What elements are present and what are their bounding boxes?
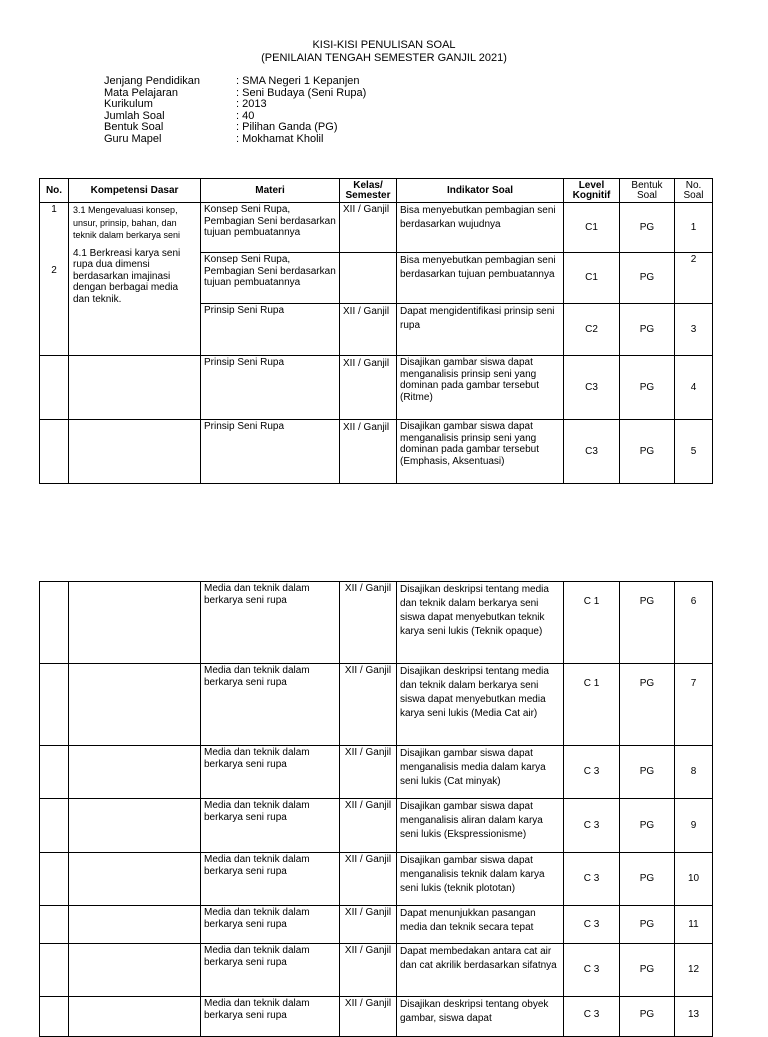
kelas-cell: XII / Ganjil xyxy=(340,664,397,746)
nosoal-cell: 4 xyxy=(675,356,713,420)
level-cell: C 3 xyxy=(564,997,620,1037)
meta-value: : Mokhamat Kholil xyxy=(236,132,324,145)
kompetensi-dasar-empty xyxy=(69,906,201,944)
table-row xyxy=(40,906,713,944)
row-number-empty xyxy=(40,799,69,853)
bentuk-cell: PG xyxy=(620,997,675,1037)
level-cell: C1 xyxy=(564,253,620,304)
kelas-cell: XII / Ganjil xyxy=(340,582,397,664)
row-number-empty xyxy=(40,944,69,997)
indikator-cell: Disajikan gambar siswa dapat menganalisis teknik dalam karya seni lukis (teknik plototan) xyxy=(397,853,564,906)
table-row xyxy=(40,664,713,746)
nosoal-cell: 12 xyxy=(675,944,713,997)
indikator-cell: Dapat membedakan antara cat air dan cat akrilik berdasarkan sifatnya xyxy=(397,944,564,997)
bentuk-cell: PG xyxy=(620,944,675,997)
document-title: KISI-KISI PENULISAN SOAL xyxy=(312,39,456,51)
level-cell: C2 xyxy=(564,304,620,356)
meta-label: Bentuk Soal xyxy=(104,121,164,134)
level-cell: C1 xyxy=(564,203,620,253)
table-row xyxy=(40,746,713,799)
meta-value: : 40 xyxy=(236,109,255,122)
bentuk-cell: PG xyxy=(620,203,675,253)
meta-label: Jumlah Soal xyxy=(104,109,165,122)
nosoal-cell: 6 xyxy=(675,582,713,664)
indikator-cell: Disajikan deskripsi tentang obyek gambar, siswa dapat xyxy=(397,997,564,1037)
nosoal-cell: 2 xyxy=(675,253,713,304)
kompetensi-dasar-empty xyxy=(69,746,201,799)
meta-label: Kurikulum xyxy=(104,98,153,111)
indikator-cell: Bisa menyebutkan pembagian seni berdasarkan wujudnya xyxy=(397,203,564,253)
kelas-cell: XII / Ganjil xyxy=(340,203,397,253)
meta-value: : Seni Budaya (Seni Rupa) xyxy=(236,86,367,99)
nosoal-cell: 3 xyxy=(675,304,713,356)
indikator-cell: Disajikan deskripsi tentang media dan teknik dalam berkarya seni siswa dapat menyebutkan media karya seni lukis (Media Cat air) xyxy=(397,664,564,746)
materi-cell: Konsep Seni Rupa, Pembagian Seni berdasarkan tujuan pembuatannya xyxy=(201,203,340,253)
row-number-empty xyxy=(40,906,69,944)
header-kelas-semester: Kelas/ Semester xyxy=(340,179,397,203)
kompetensi-dasar-empty xyxy=(69,664,201,746)
bentuk-cell: PG xyxy=(620,746,675,799)
row-number-empty xyxy=(40,997,69,1037)
kelas-cell: XII / Ganjil xyxy=(340,997,397,1037)
meta-label: Mata Pelajaran xyxy=(104,86,178,99)
table-header-row xyxy=(40,179,713,203)
kelas-cell: XII / Ganjil xyxy=(340,853,397,906)
row-number-empty xyxy=(40,304,69,356)
bentuk-cell: PG xyxy=(620,582,675,664)
table-row xyxy=(40,853,713,906)
kd-4-1: 4.1 Berkreasi karya seni rupa dua dimensi berdasarkan imajinasi dengan berbagai media dan teknik. xyxy=(73,247,181,305)
meta-value: : 2013 xyxy=(236,98,267,111)
level-cell: C3 xyxy=(564,420,620,484)
kompetensi-dasar-empty xyxy=(69,799,201,853)
kompetensi-dasar-empty xyxy=(69,420,201,484)
meta-value: : Pilihan Ganda (PG) xyxy=(236,121,338,134)
materi-cell: Media dan teknik dalam berkarya seni rupa xyxy=(201,799,340,853)
meta-row xyxy=(104,76,366,88)
kelas-cell: XII / Ganjil xyxy=(340,304,397,356)
materi-cell: Prinsip Seni Rupa xyxy=(201,420,340,484)
table-row xyxy=(40,356,713,420)
nosoal-cell: 7 xyxy=(675,664,713,746)
nosoal-cell: 13 xyxy=(675,997,713,1037)
meta-row xyxy=(104,134,366,146)
header-no-soal: No. Soal xyxy=(675,179,713,203)
row-number-empty xyxy=(40,356,69,420)
row-number: 1 xyxy=(40,203,69,253)
kompetensi-dasar-empty xyxy=(69,944,201,997)
row-number-empty xyxy=(40,746,69,799)
kompetensi-dasar-empty xyxy=(69,356,201,420)
bentuk-cell: PG xyxy=(620,664,675,746)
table-row xyxy=(40,203,713,253)
meta-label: Guru Mapel xyxy=(104,132,162,145)
header-indikator-soal: Indikator Soal xyxy=(397,179,564,203)
row-number: 2 xyxy=(40,253,69,304)
indikator-cell: Dapat menunjukkan pasangan media dan teknik secara tepat xyxy=(397,906,564,944)
bentuk-cell: PG xyxy=(620,420,675,484)
table-row xyxy=(40,582,713,664)
kompetensi-dasar-empty xyxy=(69,997,201,1037)
indikator-cell: Disajikan gambar siswa dapat menganalisis media dalam karya seni lukis (Cat minyak) xyxy=(397,746,564,799)
materi-cell: Media dan teknik dalam berkarya seni rupa xyxy=(201,582,340,664)
document-subtitle: (PENILAIAN TENGAH SEMESTER GANJIL 2021) xyxy=(261,52,507,64)
indikator-cell: Dapat mengidentifikasi prinsip seni rupa xyxy=(397,304,564,356)
kelas-cell: XII / Ganjil xyxy=(340,944,397,997)
materi-cell: Prinsip Seni Rupa xyxy=(201,356,340,420)
grid-table-2 xyxy=(39,581,713,1037)
header-level-kognitif: Level Kognitif xyxy=(564,179,620,203)
nosoal-cell: 5 xyxy=(675,420,713,484)
kelas-cell: XII / Ganjil xyxy=(340,420,397,484)
header-materi: Materi xyxy=(201,179,340,203)
nosoal-cell: 8 xyxy=(675,746,713,799)
row-number-empty xyxy=(40,664,69,746)
kelas-cell: XII / Ganjil xyxy=(340,799,397,853)
materi-cell: Media dan teknik dalam berkarya seni rupa xyxy=(201,853,340,906)
nosoal-cell: 11 xyxy=(675,906,713,944)
bentuk-cell: PG xyxy=(620,853,675,906)
materi-cell: Media dan teknik dalam berkarya seni rupa xyxy=(201,997,340,1037)
indikator-cell: Bisa menyebutkan pembagian seni berdasarkan tujuan pembuatannya xyxy=(397,253,564,304)
nosoal-cell: 10 xyxy=(675,853,713,906)
kelas-cell xyxy=(340,253,397,304)
bentuk-cell: PG xyxy=(620,356,675,420)
level-cell: C 3 xyxy=(564,853,620,906)
nosoal-cell: 1 xyxy=(675,203,713,253)
identity-block xyxy=(104,76,366,146)
header-bentuk-soal: Bentuk Soal xyxy=(620,179,675,203)
grid-table-1 xyxy=(39,178,713,484)
level-cell: C 3 xyxy=(564,799,620,853)
indikator-cell: Disajikan deskripsi tentang media dan teknik dalam berkarya seni siswa dapat menyebutkan teknik karya seni lukis (Teknik opaque) xyxy=(397,582,564,664)
bentuk-cell: PG xyxy=(620,253,675,304)
kelas-cell: XII / Ganjil xyxy=(340,746,397,799)
level-cell: C 1 xyxy=(564,664,620,746)
nosoal-cell: 9 xyxy=(675,799,713,853)
materi-cell: Prinsip Seni Rupa xyxy=(201,304,340,356)
materi-cell: Konsep Seni Rupa, Pembagian Seni berdasarkan tujuan pembuatannya xyxy=(201,253,340,304)
table-row xyxy=(40,799,713,853)
materi-cell: Media dan teknik dalam berkarya seni rupa xyxy=(201,664,340,746)
kd-3-1: 3.1 Mengevaluasi konsep, unsur, prinsip, bahan, dan teknik dalam berkarya seni xyxy=(73,205,181,240)
header-kompetensi-dasar: Kompetensi Dasar xyxy=(69,179,201,203)
table-row xyxy=(40,944,713,997)
materi-cell: Media dan teknik dalam berkarya seni rupa xyxy=(201,906,340,944)
indikator-cell: Disajikan gambar siswa dapat menganalisis aliran dalam karya seni lukis (Ekspressionisme) xyxy=(397,799,564,853)
level-cell: C 3 xyxy=(564,906,620,944)
level-cell: C3 xyxy=(564,356,620,420)
row-number-empty xyxy=(40,853,69,906)
row-number-empty xyxy=(40,582,69,664)
indikator-cell: Disajikan gambar siswa dapat menganalisis prinsip seni yang dominan pada gambar tersebut (Emphasis, Aksentuasi) xyxy=(397,420,564,484)
kompetensi-dasar-cell xyxy=(69,203,201,356)
kelas-cell: XII / Ganjil xyxy=(340,906,397,944)
table-row xyxy=(40,997,713,1037)
bentuk-cell: PG xyxy=(620,906,675,944)
kompetensi-dasar-empty xyxy=(69,582,201,664)
materi-cell: Media dan teknik dalam berkarya seni rupa xyxy=(201,944,340,997)
row-number-empty xyxy=(40,420,69,484)
level-cell: C 3 xyxy=(564,746,620,799)
bentuk-cell: PG xyxy=(620,304,675,356)
materi-cell: Media dan teknik dalam berkarya seni rupa xyxy=(201,746,340,799)
kompetensi-dasar-empty xyxy=(69,853,201,906)
level-cell: C 3 xyxy=(564,944,620,997)
kelas-cell: XII / Ganjil xyxy=(340,356,397,420)
meta-value: : SMA Negeri 1 Kepanjen xyxy=(236,75,360,87)
level-cell: C 1 xyxy=(564,582,620,664)
header-no: No. xyxy=(40,179,69,203)
bentuk-cell: PG xyxy=(620,799,675,853)
meta-label: Jenjang Pendidikan xyxy=(104,75,201,87)
indikator-cell: Disajikan gambar siswa dapat menganalisis prinsip seni yang dominan pada gambar tersebut (Ritme) xyxy=(397,356,564,420)
table-row xyxy=(40,420,713,484)
